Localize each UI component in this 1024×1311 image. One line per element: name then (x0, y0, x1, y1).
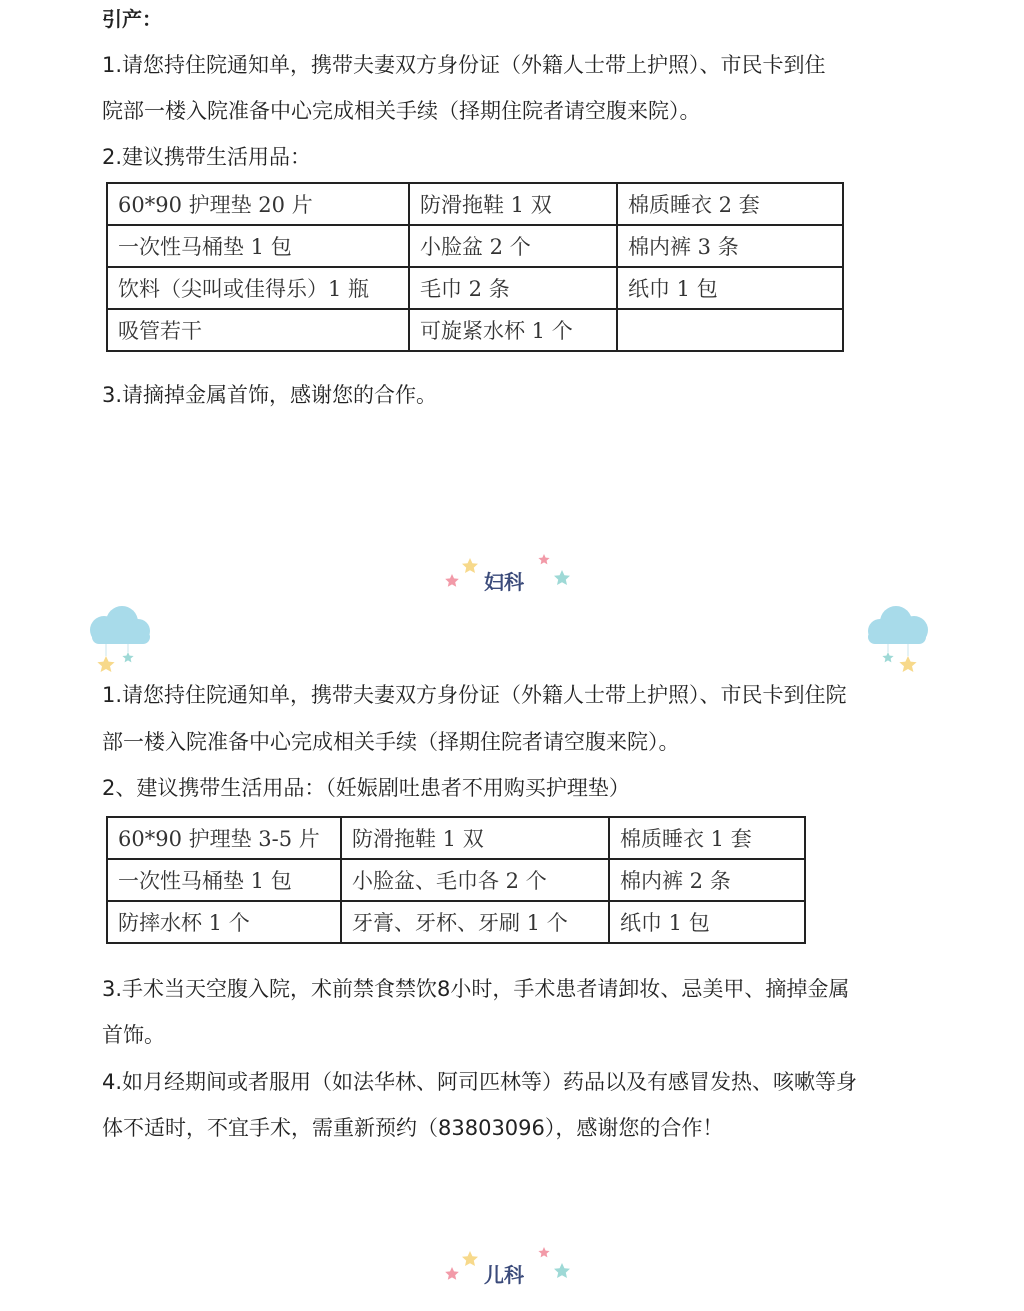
cloud-icon (868, 606, 928, 644)
table-cell: 饮料（尖叫或佳得乐）1 瓶 (107, 267, 409, 309)
section-title-gynecology: 妇科 (484, 570, 524, 594)
table-row (107, 859, 805, 901)
table-cell: 纸巾 1 包 (609, 901, 805, 943)
induction-supplies-table (106, 182, 844, 352)
table-cell: 棉质睡衣 1 套 (609, 817, 805, 859)
star-icon (122, 652, 133, 662)
gynecology-supplies-table (106, 816, 806, 944)
table-cell: 纸巾 1 包 (617, 267, 843, 309)
star-icon (445, 574, 459, 587)
table-cell: 棉内裤 3 条 (617, 225, 843, 267)
table-row (107, 309, 843, 351)
induction-paragraph-1-line-1: 1.请您持住院通知单，携带夫妻双方身份证（外籍人士带上护照）、市民卡到住 (102, 53, 826, 77)
table-cell: 一次性马桶垫 1 包 (107, 225, 409, 267)
table-row (107, 183, 843, 225)
section-title-pediatrics: 儿科 (484, 1263, 524, 1287)
table-cell: 牙膏、牙杯、牙刷 1 个 (341, 901, 609, 943)
table-cell: 防滑拖鞋 1 双 (409, 183, 617, 225)
table-row (107, 267, 843, 309)
star-icon (899, 656, 916, 672)
star-icon (538, 554, 549, 564)
table-cell: 60*90 护理垫 3-5 片 (107, 817, 341, 859)
table-cell: 棉质睡衣 2 套 (617, 183, 843, 225)
table-cell: 防滑拖鞋 1 双 (341, 817, 609, 859)
table-cell: 吸管若干 (107, 309, 409, 351)
gynecology-paragraph-4-line-1: 4.如月经期间或者服用（如法华林、阿司匹林等）药品以及有感冒发热、咳嗽等身 (102, 1070, 858, 1094)
table-cell: 棉内裤 2 条 (609, 859, 805, 901)
section-heading-induction: 引产： (102, 7, 162, 31)
star-icon (554, 1263, 570, 1278)
table-cell: 毛巾 2 条 (409, 267, 617, 309)
gynecology-paragraph-3-line-1: 3.手术当天空腹入院，术前禁食禁饮8小时，手术患者请卸妆、忌美甲、摘掉金属 (102, 977, 850, 1001)
induction-paragraph-1-line-2: 院部一楼入院准备中心完成相关手续（择期住院者请空腹来院）。 (102, 99, 701, 123)
gynecology-paragraph-2: 2、建议携带生活用品：（妊娠剧吐患者不用购买护理垫） (102, 776, 630, 800)
table-row (107, 225, 843, 267)
star-icon (462, 558, 478, 573)
star-icon (97, 656, 114, 672)
star-icon (882, 652, 893, 662)
table-cell: 可旋紧水杯 1 个 (409, 309, 617, 351)
induction-paragraph-3: 3.请摘掉金属首饰，感谢您的合作。 (102, 383, 438, 407)
table-cell: 一次性马桶垫 1 包 (107, 859, 341, 901)
gynecology-paragraph-3-line-2: 首饰。 (102, 1023, 165, 1047)
table-cell: 防摔水杯 1 个 (107, 901, 341, 943)
gynecology-paragraph-4-line-2: 体不适时，不宜手术，需重新预约（83803096），感谢您的合作！ (102, 1116, 724, 1140)
cloud-icon (90, 606, 150, 644)
induction-paragraph-2: 2.建议携带生活用品： (102, 145, 312, 169)
star-icon (462, 1251, 478, 1266)
gynecology-paragraph-1-line-1: 1.请您持住院通知单，携带夫妻双方身份证（外籍人士带上护照）、市民卡到住院 (102, 683, 847, 707)
star-icon (538, 1247, 549, 1257)
star-icon (445, 1267, 459, 1280)
cloud-decoration-right (862, 604, 934, 680)
table-cell: 60*90 护理垫 20 片 (107, 183, 409, 225)
cloud-decoration-left (84, 604, 156, 680)
table-cell (617, 309, 843, 351)
table-cell: 小脸盆、毛巾各 2 个 (341, 859, 609, 901)
table-row (107, 901, 805, 943)
table-row (107, 817, 805, 859)
gynecology-paragraph-1-line-2: 部一楼入院准备中心完成相关手续（择期住院者请空腹来院）。 (102, 730, 680, 754)
table-cell: 小脸盆 2 个 (409, 225, 617, 267)
star-icon (554, 570, 570, 585)
